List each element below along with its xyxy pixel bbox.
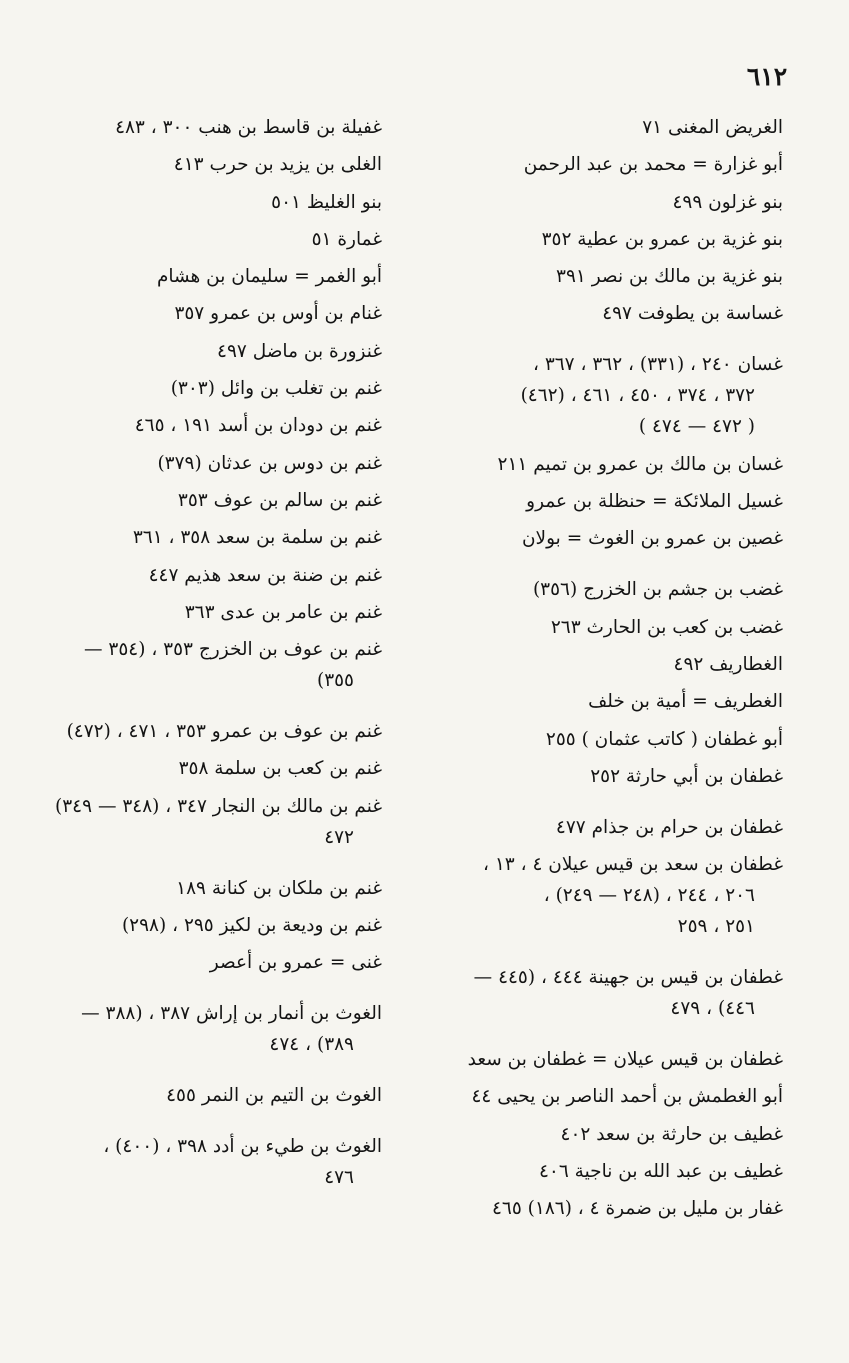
- entry-line: غسان بن مالك بن عمرو بن تميم ٢١١: [497, 453, 783, 475]
- entry-line: غصين بن عمرو بن الغوث = بولان: [521, 528, 783, 550]
- index-entry: [30, 187, 382, 218]
- index-entry: [435, 1156, 783, 1187]
- index-entry: [435, 449, 783, 480]
- entry-line: غنم بن ضنة بن سعد هذيم ٤٤٧: [148, 564, 382, 586]
- page-number: ٦١٢: [746, 62, 788, 91]
- index-entry: [30, 597, 382, 628]
- index-entry: [435, 261, 783, 292]
- index-entry: [435, 724, 783, 755]
- entry-line: بنو الغليظ ٥٠١: [271, 191, 382, 213]
- index-entry: [435, 224, 783, 255]
- entry-line: غنم بن وديعة بن لكيز ٢٩٥ ، (٢٩٨): [121, 915, 382, 937]
- entry-line: غنم بن عوف بن الخزرج ٣٥٣ ، (٣٥٤ —: [84, 639, 382, 661]
- entry-line: غسان ٢٤٠ ، (٣٣١) ، ٣٦٢ ، ٣٦٧ ،: [532, 354, 783, 376]
- index-entry: [30, 753, 382, 784]
- entry-line: غنم بن عوف بن عمرو ٣٥٣ ، ٤٧١ ، (٤٧٢): [66, 721, 382, 743]
- entry-continuation-line: ٣٨٩) ، ٤٧٤: [269, 1034, 354, 1056]
- entry-line: الغطاريف ٤٩٢: [673, 653, 783, 675]
- index-entry: [435, 849, 783, 942]
- entry-line: غنم بن سالم بن عوف ٣٥٣: [177, 489, 382, 511]
- entry-line: غنم بن دودان بن أسد ١٩١ ، ٤٦٥: [134, 415, 382, 437]
- index-entry: [435, 486, 783, 517]
- index-entry: [435, 962, 783, 1024]
- index-entry: [30, 1080, 382, 1111]
- index-entry: [30, 910, 382, 941]
- entry-line: غطيف بن عبد الله بن ناجية ٤٠٦: [538, 1161, 783, 1183]
- index-entry: [30, 373, 382, 404]
- index-entry: [30, 522, 382, 553]
- entry-line: غنام بن أوس بن عمرو ٣٥٧: [174, 303, 382, 325]
- entry-line: غنم بن كعب بن سلمة ٣٥٨: [178, 758, 382, 780]
- index-entry: [30, 1131, 382, 1193]
- index-entry: [30, 410, 382, 441]
- index-entry: [30, 261, 382, 292]
- entry-line: غساسة بن يطوفت ٤٩٧: [602, 303, 783, 325]
- entry-line: بنو غزلون ٤٩٩: [672, 191, 783, 213]
- entry-line: أبو الغطمش بن أحمد الناصر بن يحيى ٤٤: [471, 1086, 783, 1108]
- index-entry: [30, 298, 382, 329]
- entry-continuation-line: ٤٧٢: [324, 826, 354, 848]
- entry-line: غمارة ٥١: [311, 228, 382, 250]
- entry-line: غنم بن دوس بن عدثان (٣٧٩): [157, 452, 382, 474]
- index-entry: [30, 634, 382, 696]
- entry-line: غنزورة بن ماضل ٤٩٧: [217, 340, 382, 362]
- entry-line: الغوث بن طيء بن أدد ٣٩٨ ، (٤٠٠) ،: [103, 1136, 382, 1158]
- entry-line: أبو الغمر = سليمان بن هشام: [156, 266, 382, 288]
- index-entry: [30, 998, 382, 1060]
- entry-line: غسيل الملائكة = حنظلة بن عمرو: [526, 491, 783, 513]
- entry-continuation-line: ٣٥٥): [316, 670, 354, 692]
- index-entry: [30, 224, 382, 255]
- index-entry: [435, 1119, 783, 1150]
- entry-continuation-line: ٣٧٢ ، ٣٧٤ ، ٤٥٠ ، ٤٦١ ، (٤٦٢): [520, 385, 755, 407]
- index-entry: [435, 686, 783, 717]
- entry-line: الغطريف = أمية بن خلف: [588, 691, 783, 713]
- index-entry: [435, 523, 783, 554]
- entry-line: غطفان بن قيس عيلان = غطفان بن سعد: [467, 1049, 783, 1071]
- index-entry: [435, 612, 783, 643]
- entry-line: الغوث بن التيم بن النمر ٤٥٥: [166, 1085, 382, 1107]
- entry-line: غفيلة بن قاسط بن هنب ٣٠٠ ، ٤٨٣: [115, 117, 382, 138]
- index-entry: [30, 112, 382, 143]
- entry-line: الغريض المغنى ٧١: [642, 117, 783, 138]
- entry-line: غنى = عمرو بن أعصر: [209, 952, 382, 974]
- index-entry: [435, 149, 783, 180]
- index-entry: [435, 761, 783, 792]
- entry-line: غنم بن عامر بن عدى ٣٦٣: [184, 601, 382, 623]
- index-entry: [30, 791, 382, 853]
- entry-line: غطيف بن حارثة بن سعد ٤٠٢: [560, 1123, 783, 1145]
- index-entry: [30, 336, 382, 367]
- index-entry: [435, 187, 783, 218]
- entry-line: غنم بن تغلب بن وائل (٣٠٣): [170, 378, 382, 400]
- entry-line: غطفان بن أبي حارثة ٢٥٢: [590, 765, 783, 787]
- index-entry: [435, 1081, 783, 1112]
- entry-continuation-line: ٤٤٦) ، ٤٧٩: [670, 998, 755, 1020]
- entry-line: غضب بن كعب بن الحارث ٢٦٣: [550, 616, 783, 638]
- entry-line: غفار بن مليل بن ضمرة ٤ ، (١٨٦) ٤٦٥: [491, 1198, 783, 1220]
- index-entry: [30, 485, 382, 516]
- index-entry: [435, 649, 783, 680]
- index-entry: [30, 873, 382, 904]
- index-entry: [435, 812, 783, 843]
- entry-line: بنو غزية بن عمرو بن عطية ٣٥٢: [541, 228, 783, 250]
- index-entry: [435, 574, 783, 605]
- entry-line: أبو غزارة = محمد بن عبد الرحمن: [523, 154, 783, 176]
- index-column-left: [30, 112, 382, 1200]
- index-entry: [435, 1044, 783, 1075]
- entry-line: أبو غطفان ( كاتب عثمان ) ٢٥٥: [545, 728, 783, 750]
- entry-line: غنم بن سلمة بن سعد ٣٥٨ ، ٣٦١: [132, 527, 382, 549]
- entry-line: الغوث بن أنمار بن إراش ٣٨٧ ، (٣٨٨ —: [81, 1003, 382, 1025]
- entry-line: غضب بن جشم بن الخزرج (٣٥٦): [532, 579, 783, 601]
- entry-line: غطفان بن قيس بن جهينة ٤٤٤ ، (٤٤٥ —: [473, 967, 783, 989]
- index-entry: [30, 448, 382, 479]
- entry-continuation-line: ٢٠٦ ، ٢٤٤ ، (٢٤٨ — ٢٤٩) ،: [543, 885, 755, 907]
- entry-line: غطفان بن سعد بن قيس عيلان ٤ ، ١٣ ،: [483, 854, 783, 876]
- index-entry: [435, 349, 783, 442]
- entry-line: غنم بن مالك بن النجار ٣٤٧ ، (٣٤٨ — ٣٤٩): [55, 795, 382, 817]
- index-entry: [30, 149, 382, 180]
- entry-line: بنو غزية بن مالك بن نصر ٣٩١: [556, 266, 783, 288]
- entry-line: غطفان بن حرام بن جذام ٤٧٧: [555, 816, 783, 838]
- entry-continuation-line: ٢٥١ ، ٢٥٩: [677, 916, 755, 938]
- entry-continuation-line: ( ٤٧٢ — ٤٧٤ ): [638, 416, 755, 438]
- entry-continuation-line: ٤٧٦: [324, 1167, 354, 1189]
- entry-line: الغلى بن يزيد بن حرب ٤١٣: [173, 154, 382, 176]
- index-entry: [30, 947, 382, 978]
- entry-line: غنم بن ملكان بن كنانة ١٨٩: [176, 877, 382, 899]
- index-entry: [30, 560, 382, 591]
- index-column-right: [435, 112, 783, 1231]
- index-entry: [435, 112, 783, 143]
- index-entry: [435, 1193, 783, 1224]
- index-entry: [30, 716, 382, 747]
- index-entry: [435, 298, 783, 329]
